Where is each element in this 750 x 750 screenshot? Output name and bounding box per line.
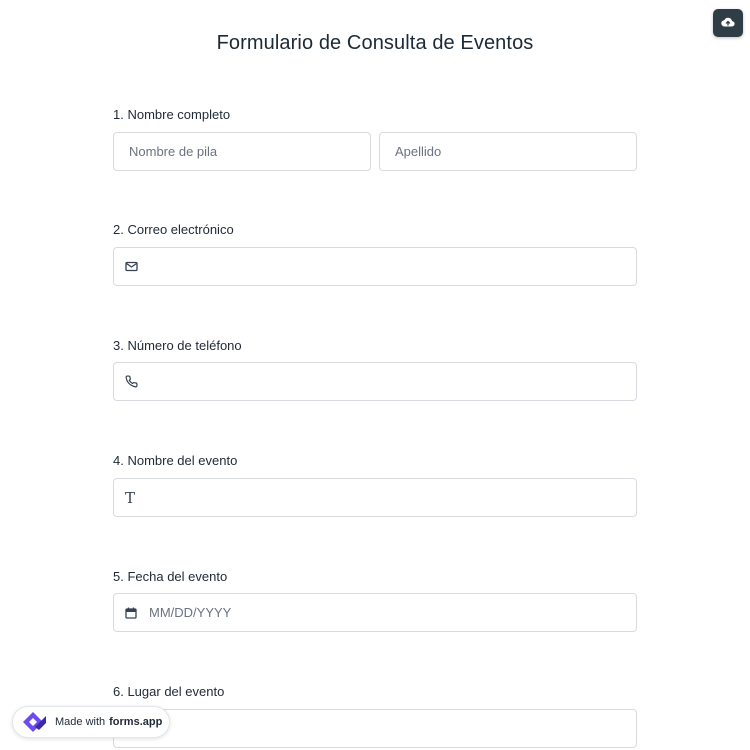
event-location-input[interactable] xyxy=(113,709,637,748)
made-with-forms-app-badge[interactable] xyxy=(12,706,170,738)
last-name-placeholder: Apellido xyxy=(395,144,442,159)
first-name-input[interactable] xyxy=(113,132,371,171)
question-label-event-date: 5. Fecha del evento xyxy=(113,569,228,584)
badge-brand-text: forms.app xyxy=(109,716,163,728)
last-name-input[interactable] xyxy=(379,132,637,171)
date-placeholder: MM/DD/YYYY xyxy=(149,605,232,620)
badge-prefix-text: Made with xyxy=(55,716,106,728)
calendar-icon xyxy=(123,605,139,621)
event-date-input[interactable] xyxy=(113,593,637,632)
question-label-full-name: 1. Nombre completo xyxy=(113,107,231,122)
event-name-input[interactable] xyxy=(113,478,637,517)
phone-input[interactable] xyxy=(113,362,637,401)
forms-app-logo-icon xyxy=(20,711,48,733)
email-input[interactable] xyxy=(113,247,637,286)
question-label-phone: 3. Número de teléfono xyxy=(113,338,242,353)
cloud-upload-icon xyxy=(721,16,735,31)
text-T-icon: T xyxy=(125,488,136,507)
form-title: Formulario de Consulta de Eventos xyxy=(216,32,534,54)
question-label-event-location: 6. Lugar del evento xyxy=(113,684,225,699)
first-name-placeholder: Nombre de pila xyxy=(129,144,218,159)
envelope-icon xyxy=(123,259,139,275)
phone-icon xyxy=(123,374,139,390)
question-label-email: 2. Correo electrónico xyxy=(113,222,234,237)
question-label-event-name: 4. Nombre del evento xyxy=(113,453,238,468)
